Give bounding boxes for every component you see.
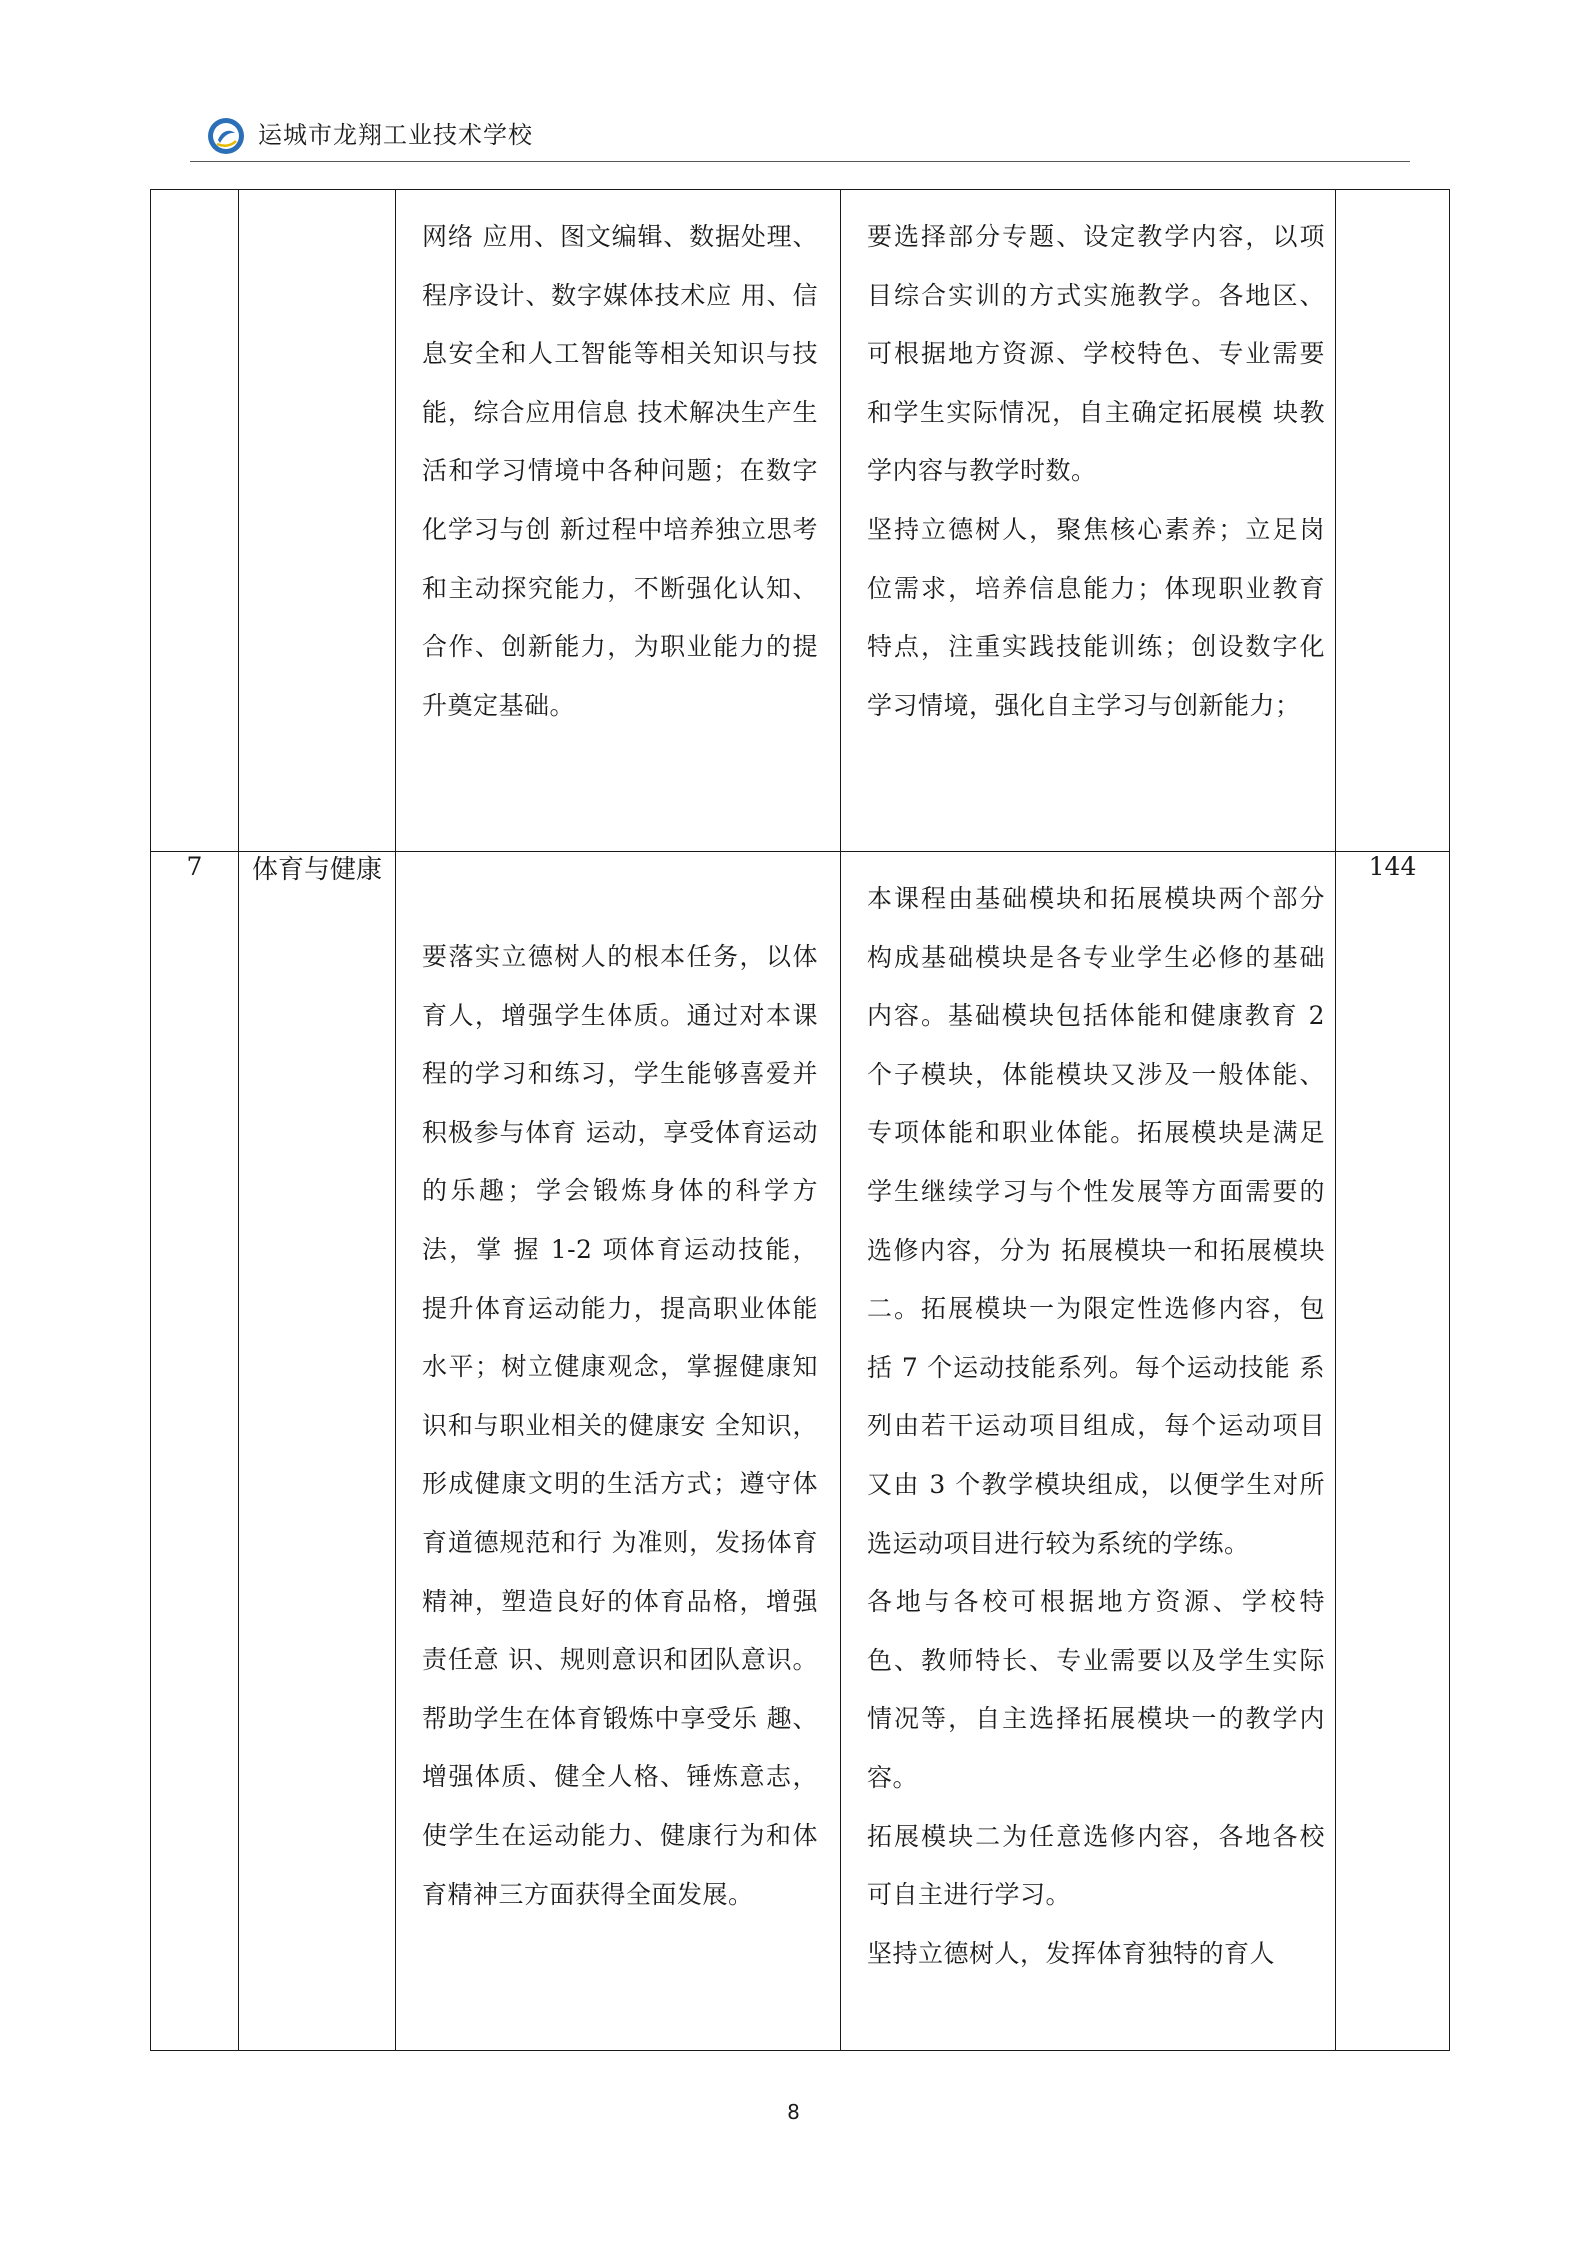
row-index [151, 190, 239, 852]
page-number: 8 [787, 2100, 800, 2124]
course-name: 体育与健康 [239, 852, 396, 2051]
content-cell [841, 190, 1336, 852]
content-cell [841, 852, 1336, 2051]
content-paragraph: 各地与各校可根据地方资源、学校特色、教师特长、专业需要以及学生实际 情况等，自主选择拓展模块一的教学内容。 [867, 1587, 1325, 1792]
school-name: 运城市龙翔工业技术学校 [258, 121, 533, 149]
course-name [239, 190, 396, 852]
objective-cell [396, 852, 841, 2051]
page-header [190, 108, 1410, 162]
curriculum-table [150, 189, 1450, 2051]
objective-cell [396, 190, 841, 852]
table-row [151, 852, 1450, 2051]
course-hours: 144 [1336, 852, 1450, 2051]
school-emblem-icon [206, 116, 246, 156]
course-objective: 网络 应用、图文编辑、数据处理、程序设计、数字媒体技术应 用、信息安全和人工智能等相关知识与技能，综合应用信息 技术解决生产生活和学习情境中各种问题；在数字化学习与创 新过程中培养独立思考和主动探究能力，不断强化认知、合作、创新能力，为职业能力的提升奠定基础。 [422, 222, 818, 720]
course-hours [1336, 190, 1450, 852]
course-objective: 要落实立德树人的根本任务，以体育人，增强学生体质。通过对本课程的学习和练习，学生能够喜爱并积极参与体育 运动，享受体育运动的乐趣；学会锻炼身体的科学方法，掌 握 1-2 项体育运动技能，提升体育运动能力，提高职业体能 水平；树立健康观念，掌握健康知识和与职业相关的健康安 全知识，形成健康文明的生活方式；遵守体育道德规范和行 为准则，发扬体育精神，塑造良好的体育品格，增强责任意 识、规则意识和团队意识。帮助学生在体育锻炼中享受乐 趣、增强体质、健全人格、锤炼意志，使学生在运动能力、健康行为和体育精神三方面获得全面发展。 [422, 942, 818, 1909]
table-row [151, 190, 1450, 852]
content-paragraph: 要选择部分专题、设定教学内容，以项目综合实训的方式实施教学。各地区、可根据地方资源、学校特色、专业需要和学生实际情况，自主确定拓展模 块教学内容与教学时数。 [867, 222, 1325, 486]
header-divider [190, 161, 1410, 162]
content-paragraph: 坚持立德树人，发挥体育独特的育人 [867, 1938, 1276, 1968]
content-paragraph: 拓展模块二为任意选修内容，各地各校可自主进行学习。 [867, 1821, 1325, 1910]
content-paragraph: 本课程由基础模块和拓展模块两个部分构成基础模块是各专业学生必修的基础内容。基础模块包括体能和健康教育 2 个子模块，体能模块又涉及一般体能、专项体能和职业体能。拓展模块是满足学生继续学习与个性发展等方面需要的选修内容，分为 拓展模块一和拓展模块二。拓展模块一为限定性选修内容，包括 7 个运动技能系列。每个运动技能 系列由若干运动项目组成，每个运动项目又由 3 个教学模块组成，以便学生对所 选运动项目进行较为系统的学练。 [867, 884, 1325, 1558]
content-paragraph: 坚持立德树人，聚焦核心素养；立足岗位需求，培养信息能力；体现职业教育特点，注重实践技能训练；创设数字化学习情境，强化自主学习与创新能力； [867, 514, 1325, 720]
row-index: 7 [151, 852, 239, 2051]
